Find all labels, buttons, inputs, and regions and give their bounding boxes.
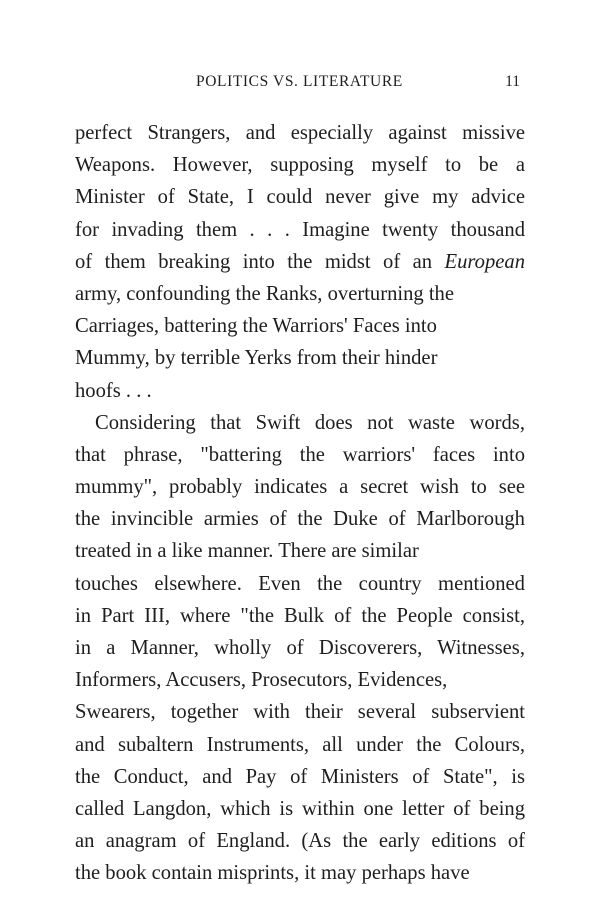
text-line: Carriages, battering the Warriors' Faces into: [75, 315, 437, 338]
italic-word: European: [444, 250, 525, 273]
text-line: in Part III, where "the Bulk of the People consist,: [75, 604, 525, 627]
text-line: the invincible armies of the Duke of Marlborough: [75, 508, 525, 531]
page-number: 11: [505, 73, 520, 90]
text-line: and subaltern Instruments, all under the Colours,: [75, 733, 525, 756]
running-head: [175, 73, 520, 95]
body-text: [75, 117, 525, 890]
text-line: for invading them . . . Imagine twenty thousand: [75, 218, 526, 241]
text-line: hoofs . . .: [75, 379, 152, 402]
text-line: the Conduct, and Pay of Ministers of State", is: [75, 765, 526, 788]
text-line: an anagram of England. (As the early editions of: [75, 830, 525, 853]
text-run: of them breaking into the midst of an: [75, 250, 445, 273]
text-line: Weapons. However, supposing myself to be a: [75, 154, 525, 177]
text-line: treated in a like manner. There are similar: [75, 540, 419, 563]
text-line: that phrase, "battering the warriors' faces into: [75, 443, 525, 466]
text-line: touches elsewhere. Even the country mentioned: [75, 572, 525, 595]
paragraph-first-line: Considering that Swift does not waste words,: [95, 411, 525, 434]
text-line: in a Manner, wholly of Discoverers, Witnesses,: [75, 637, 525, 659]
text-line: mummy", probably indicates a secret wish to see: [75, 476, 525, 499]
running-title: POLITICS VS. LITERATURE: [196, 73, 403, 90]
text-line: Swearers, together with their several subservient: [75, 701, 526, 724]
text-line: army, confounding the Ranks, overturning the: [75, 282, 454, 305]
text-line: Mummy, by terrible Yerks from their hinder: [75, 347, 438, 370]
text-line: perfect Strangers, and especially against missive: [75, 122, 526, 144]
text-line: the book contain misprints, it may perhaps have: [75, 862, 470, 885]
text-line: called Langdon, which is within one letter of being: [75, 797, 526, 820]
text-line: Minister of State, I could never give my advice: [75, 186, 525, 209]
text-line: Informers, Accusers, Prosecutors, Evidences,: [75, 669, 448, 692]
text-line: [75, 246, 525, 278]
